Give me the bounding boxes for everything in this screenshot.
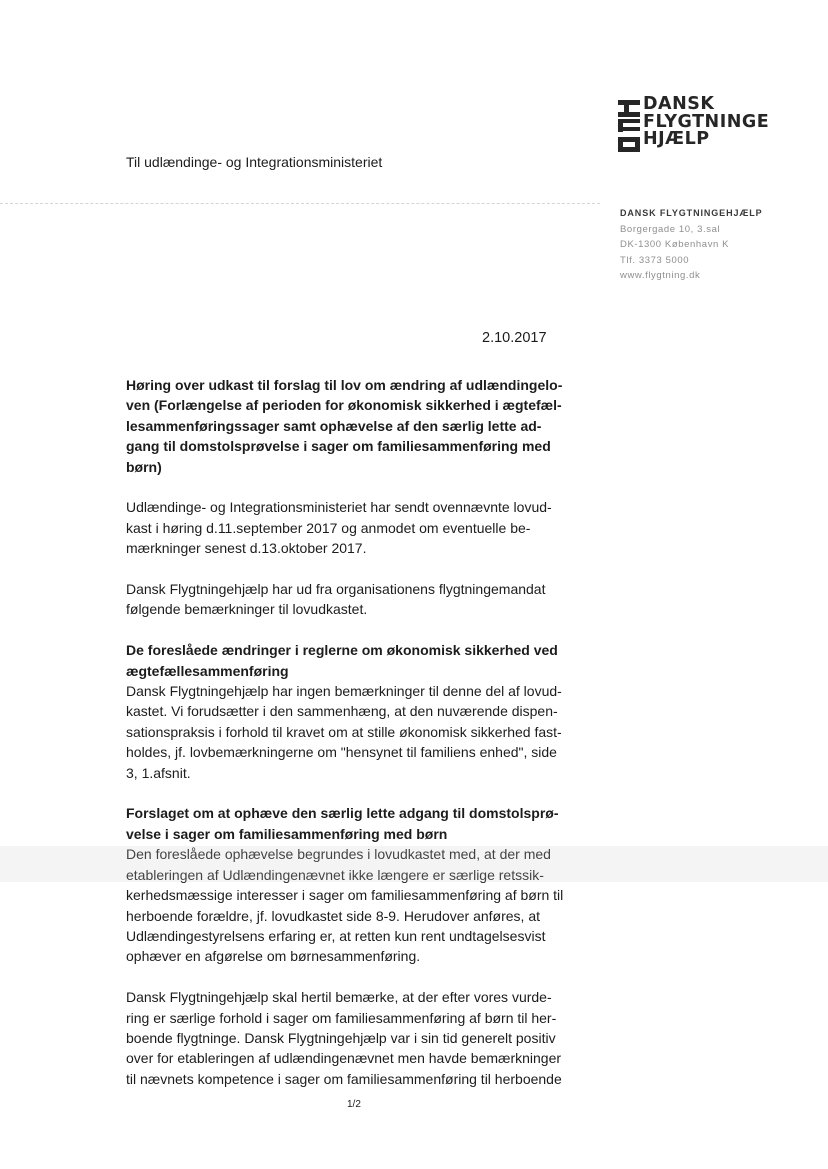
paragraph-line: boende flygtninge. Dansk Flygtningehjælp var i sin tid generelt positiv [126,1029,556,1046]
page-number: 1/2 [347,1099,361,1110]
section-line: sationspraksis i forhold til kravet om at stille økonomisk sikkerhed fast- [126,723,562,740]
sender-web: www.flygtning.dk [620,270,701,281]
title-line: Høring over udkast til forslag til lov om ændring af udlændingelo- [126,377,563,393]
title-line: lesammenføringssager samt ophævelse af den særlig lette ad- [126,417,542,434]
paragraph-line: kast i høring d.11.september 2017 og anmodet om eventuelle be- [126,519,531,536]
sender-city: DK-1300 København K [620,239,730,250]
logo-line-1: DANSK [643,94,715,114]
paragraph-line: følgende bemærkninger til lovudkastet. [126,601,368,618]
section-heading: velse i sager om familiesammenføring med børn [126,825,448,842]
sender-address: Borgergade 10, 3.sal [620,223,721,235]
section-heading: Forslaget om at ophæve den særlig lette adgang til domstolsprø- [126,805,559,822]
section-line: holdes, jf. lovbemærkningerne om "hensynet til familiens enhed", side [126,744,557,761]
addressee: Til udlændinge- og Integrationsministeriet [126,154,383,170]
title-line: børn) [126,458,162,475]
dfh-logo [618,94,768,156]
title-line: ven (Forlængelse af perioden for økonomisk sikkerhed i ægtefæl- [126,397,562,414]
section-line: etableringen af Udlændingenævnet ikke længere er særlige retssik- [126,866,544,883]
paragraph-line: til nævnets kompetence i sager om familiesammenføring til herboende [126,1070,562,1087]
letter-date: 2.10.2017 [482,330,547,346]
paragraph-3 [126,987,588,1089]
section-heading: De foreslåede ændringer i reglerne om økonomisk sikkerhed ved [126,642,558,659]
section-2 [126,803,588,966]
section-line: herboende forældre, jf. lovudkastet side 8-9. Herudover anføres, at [126,907,540,924]
section-line: ophæver en afgørelse om børnesammenføring. [126,948,421,965]
paragraph-line: Udlændinge- og Integrationsministeriet har sendt ovennævnte lovud- [126,499,552,516]
sender-phone: Tlf. 3373 5000 [620,254,690,266]
sender-block [620,206,763,284]
paragraph-line: ring er særlige forhold i sager om familiesammenføring af børn til her- [126,1009,557,1026]
dfh-logo-text [643,96,769,149]
header-divider [0,203,600,204]
letter-body [126,375,588,1089]
section-heading: ægtefællesammenføring [126,662,289,679]
section-line: kastet. Vi forudsætter i den sammenhæng, at den nuværende dispen- [126,703,558,720]
paragraph-line: Dansk Flygtningehjælp har ud fra organisationens flygtningemandat [126,581,546,598]
section-line: 3, 1.afsnit. [126,764,191,781]
scan-artifact-band [0,846,828,882]
dfh-logo-mark-icon [618,100,640,152]
logo-line-2: FLYGTNINGE [643,111,770,132]
section-line: kerhedsmæssige interesser i sager om familiesammenføring af børn til [126,887,564,904]
letter-title [126,375,588,477]
paragraph-line: Dansk Flygtningehjælp skal hertil bemærke, at der efter vores vurde- [126,989,552,1006]
section-line: Udlændingestyrelsens erfaring er, at retten kun rent undtagelsesvist [126,927,546,944]
paragraph-2 [126,579,588,620]
sender-org: DANSK FLYGTNINGEHJÆLP [620,208,763,218]
paragraph-line: over for etableringen af udlændingenævnet men havde bemærkninger [126,1050,562,1067]
title-line: gang til domstolsprøvelse i sager om familiesammenføring med [126,438,551,455]
logo-line-3: HJÆLP [643,129,710,149]
paragraph-line: mærkninger senest d.13.oktober 2017. [126,540,367,557]
section-line: Den foreslåede ophævelse begrundes i lovudkastet med, at der med [126,846,551,863]
paragraph-1 [126,497,588,558]
section-line: Dansk Flygtningehjælp har ingen bemærkninger til denne del af lovud- [126,683,562,700]
section-1 [126,640,588,783]
